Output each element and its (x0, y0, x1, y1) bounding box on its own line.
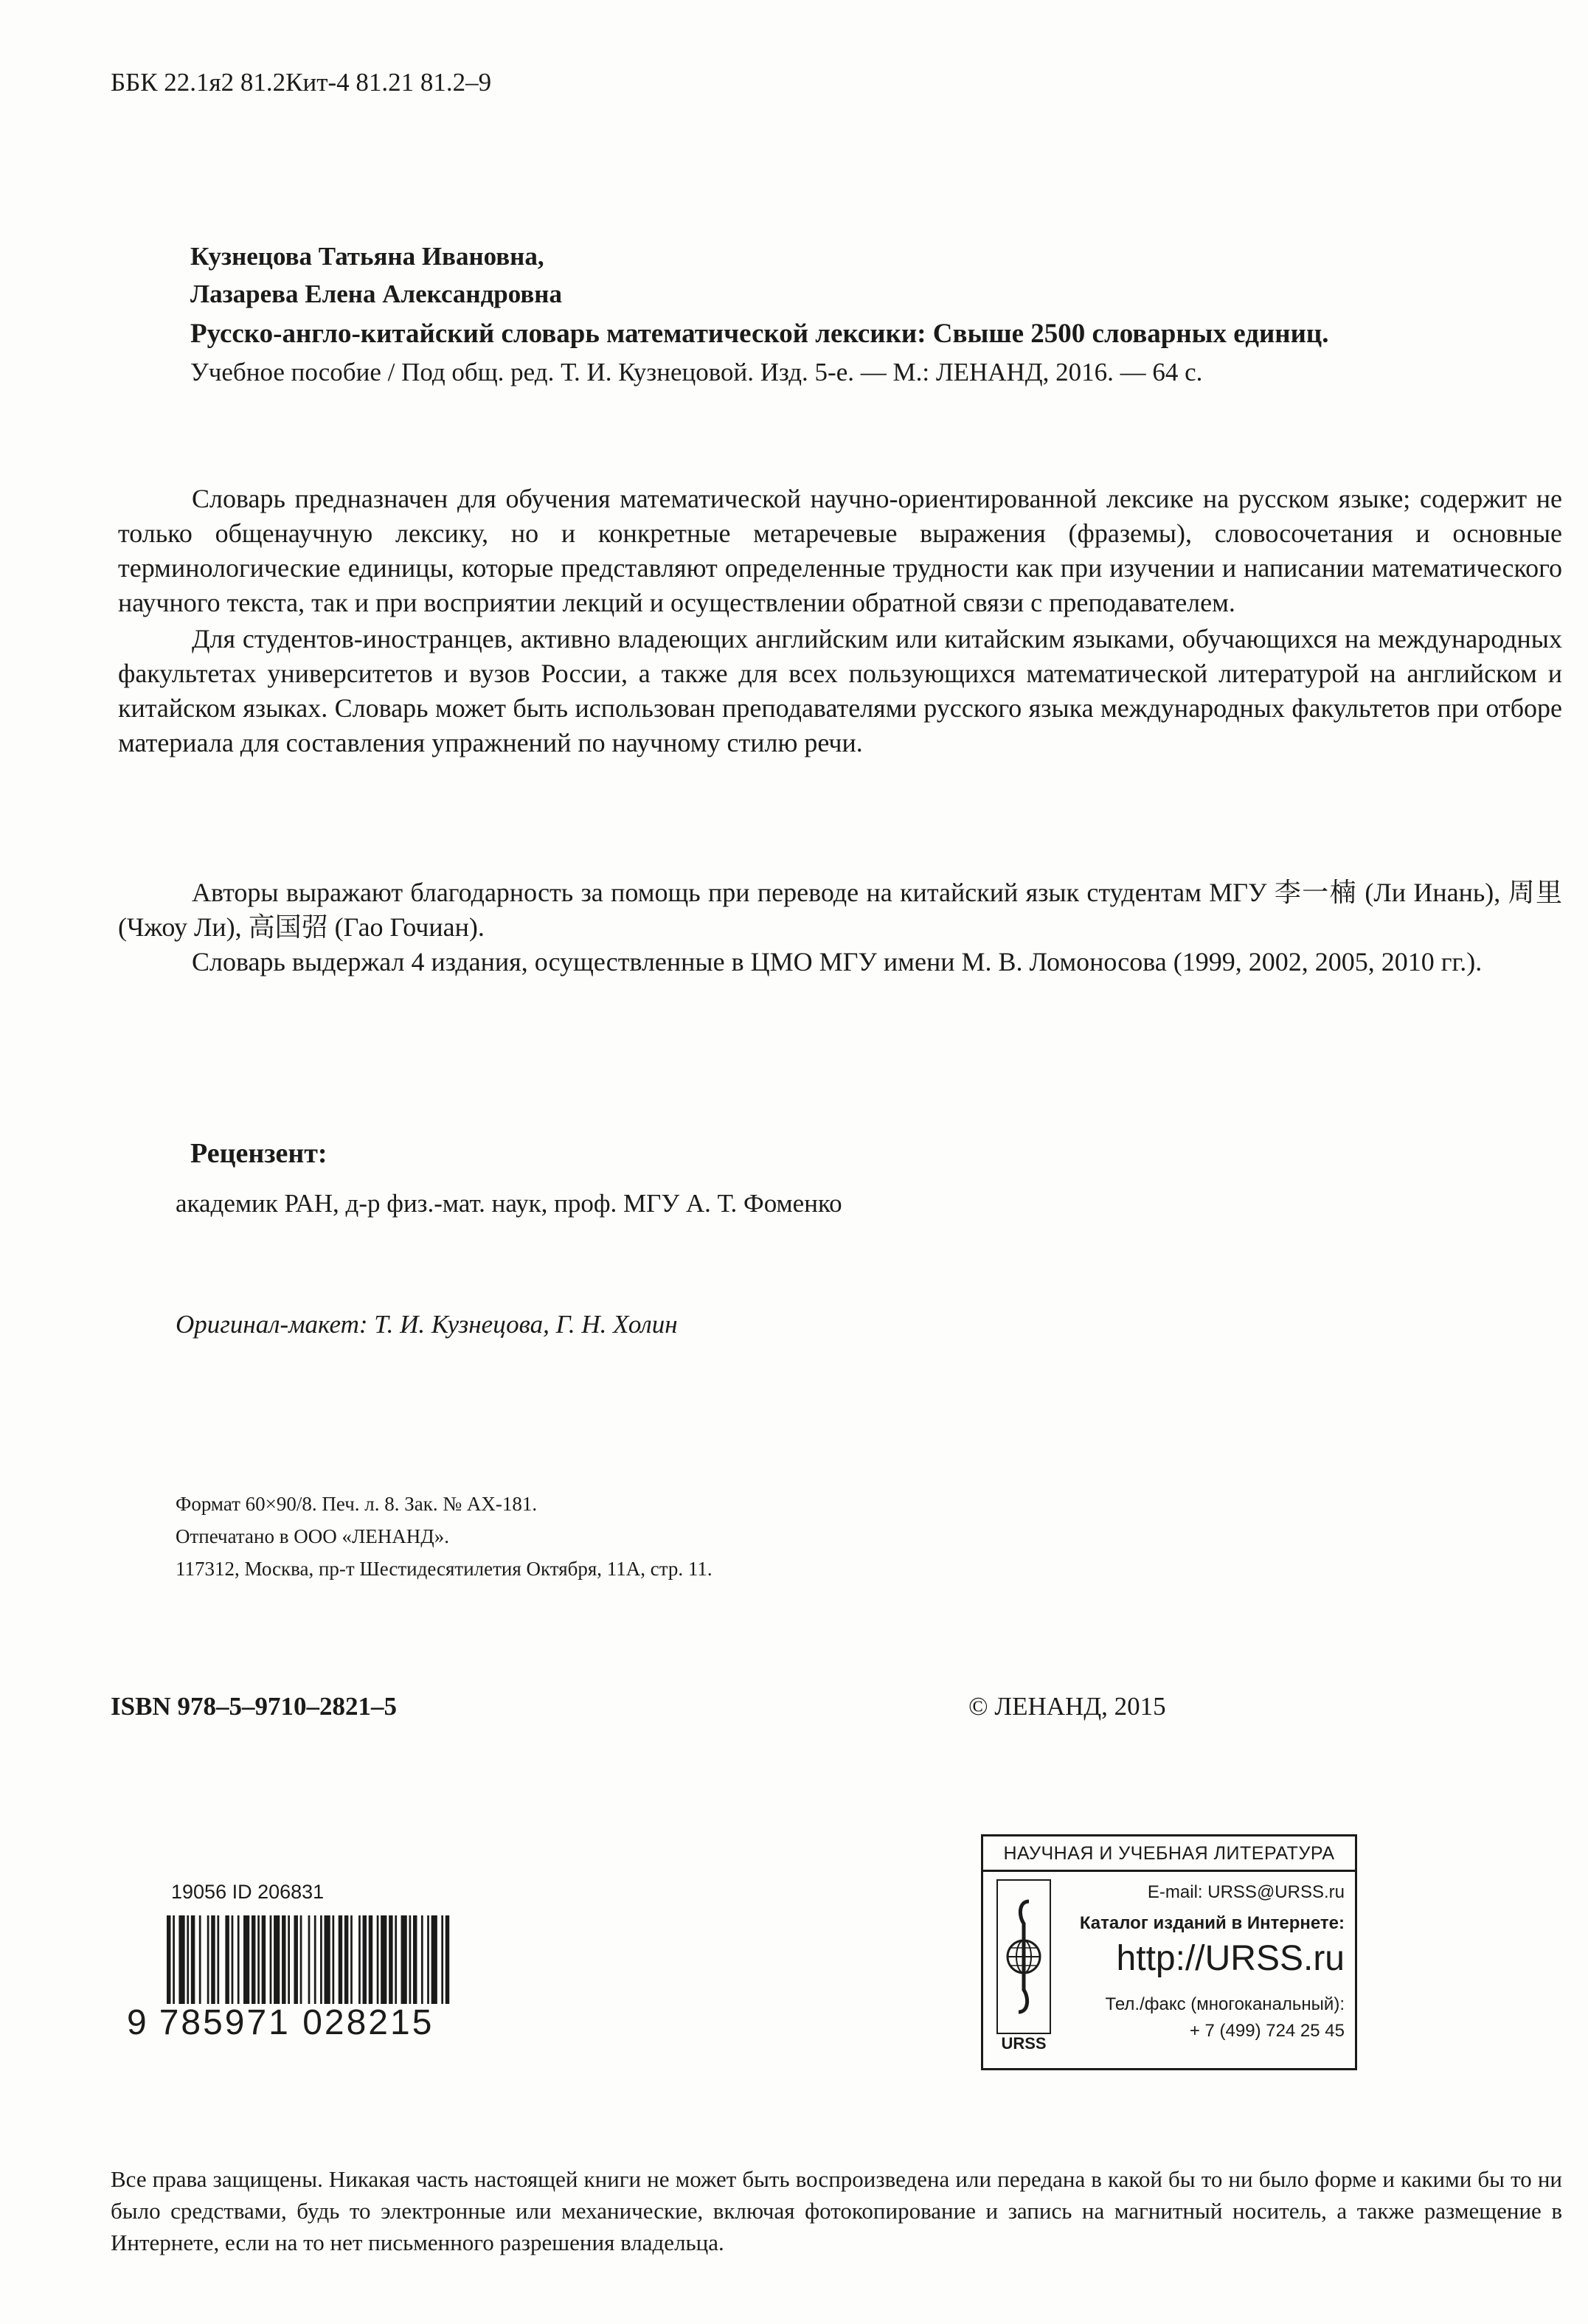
barcode-bar (207, 1915, 209, 2004)
barcode-bar (431, 1915, 437, 2004)
barcode-bar (421, 1915, 423, 2004)
barcode-first-digit: 9 (127, 2003, 149, 2042)
barcode-id: 19056 ID 206831 (171, 1881, 325, 1903)
barcode-bar (294, 1915, 297, 2004)
barcode-bar (325, 1915, 330, 2004)
annotation-paragraph: Для студентов-иностранцев, активно владеющих английским или китайским языками, обучающихся на международных факультетах университетов и вузов России, а также для всех пользующихся математической литературой на английском и китайском языках. Словарь может быть использован преподавателями русского языка международных факультетов при отборе материала для составления упражнений по научному стилю речи. (118, 624, 1562, 757)
publisher-logo-label: URSS (1001, 2034, 1047, 2053)
barcode-bar (332, 1915, 334, 2004)
tech-line: Отпечатано в ООО «ЛЕНАНД». (176, 1525, 449, 1547)
barcode-bar (167, 1915, 170, 2004)
barcode-bar (211, 1915, 215, 2004)
barcode-bar (262, 1915, 266, 2004)
barcode-bar (308, 1915, 311, 2004)
acknowledgements (118, 875, 1562, 979)
barcode-bar (257, 1915, 260, 2004)
barcode-bar (350, 1915, 353, 2004)
barcode-bar (314, 1915, 316, 2004)
annotation-paragraph: Словарь предназначен для обучения математической научно-ориентированной лексике на русском языке; содержит не только общенаучную лексику, но и конкретные метаречевые выражения (фраземы), словосочетания и основные терминологические единицы, которые представляют определенные трудности как при изучении и написании математического научного текста, так и при восприятии лекций и осуществлении обратной связи с преподавателем. (118, 484, 1562, 617)
reviewer-text: академик РАН, д-р физ.-мат. наук, проф. МГУ А. Т. Фоменко (176, 1189, 842, 1218)
barcode-bar (282, 1915, 285, 2004)
barcode-bar (401, 1915, 407, 2004)
edition-history-paragraph: Словарь выдержал 4 издания, осуществленные в ЦМО МГУ имени М. В. Ломоносова (1999, 2002, 2005, 2010 гг.). (192, 947, 1483, 977)
barcode-bar (413, 1915, 417, 2004)
barcode-bar (178, 1915, 184, 2004)
barcode-bar (187, 1915, 189, 2004)
barcode-number (127, 2002, 434, 2043)
layout-credit: Оригинал-макет: Т. И. Кузнецова, Г. Н. Холин (176, 1310, 678, 1339)
barcode-bar (381, 1915, 386, 2004)
barcode-bar (441, 1915, 443, 2004)
tech-line: 117312, Москва, пр-т Шестидесятилетия Октября, 11А, стр. 11. (176, 1558, 712, 1580)
barcode-bar (344, 1915, 348, 2004)
barcode-image (167, 1915, 451, 2004)
barcode-digits: 785971 028215 (159, 2003, 434, 2042)
book-title: Русско-англо-китайский словарь математической лексики: Свыше 2500 словарных единиц. (190, 319, 1329, 349)
book-imprint: Учебное пособие / Под общ. ред. Т. И. Кузнецовой. Изд. 5-е. — М.: ЛЕНАНД, 2016. — 64 с. (190, 358, 1203, 386)
publisher-box (981, 1834, 1357, 2070)
tech-line: Формат 60×90/8. Печ. л. 8. Зак. № АХ-181. (176, 1493, 538, 1515)
barcode-bar (232, 1915, 234, 2004)
legal-notice: Все права защищены. Никакая часть настоящей книги не может быть воспроизведена или передана в какой бы то ни было форме и какими бы то ни было средствами, будь то электронные или механические, включая фотокопирование и запись на магнитный носитель, а также размещение в Интернете, если на то нет письменного разрешения владельца. (111, 2166, 1562, 2255)
annotation (118, 482, 1562, 762)
barcode-bar (363, 1915, 367, 2004)
barcode-bar (369, 1915, 372, 2004)
author-name: Кузнецова Татьяна Ивановна, (190, 242, 544, 271)
reviewer-heading: Рецензент: (190, 1138, 327, 1169)
author-name: Лазарева Елена Александровна (190, 280, 562, 308)
barcode-bar (243, 1915, 249, 2004)
barcode-bar (389, 1915, 392, 2004)
barcode-bar (395, 1915, 397, 2004)
publisher-phone: + 7 (499) 724 25 45 (1189, 2021, 1345, 2041)
barcode-bar (199, 1915, 201, 2004)
barcode-bar (445, 1915, 449, 2004)
publisher-email[interactable]: E-mail: URSS@URSS.ru (1147, 1882, 1345, 1902)
isbn: ISBN 978–5–9710–2821–5 (111, 1692, 397, 1721)
barcode-bar (217, 1915, 219, 2004)
barcode-bar (427, 1915, 429, 2004)
barcode-bar (409, 1915, 412, 2004)
bbk-classification: ББК 22.1я2 81.2Кит-4 81.21 81.2–9 (111, 68, 492, 97)
barcode-bar (191, 1915, 195, 2004)
barcode-bar (339, 1915, 342, 2004)
publisher-url[interactable]: http://URSS.ru (1116, 1939, 1345, 1978)
barcode-bar (225, 1915, 229, 2004)
barcode-bar (274, 1915, 280, 2004)
acknowledgement-paragraph: Авторы выражают благодарность за помощь при переводе на китайский язык студентам МГУ 李一楠 (Ли Инань), 周里 (Чжоу Ли), 高国弨 (Гао Гочиан). (118, 878, 1562, 942)
publisher-catalog-label: Каталог изданий в Интернете: (1079, 1913, 1345, 1933)
barcode-bar (377, 1915, 379, 2004)
author-names (190, 237, 562, 313)
barcode-bar (320, 1915, 322, 2004)
barcode-bar (358, 1915, 361, 2004)
publisher-box-header: НАУЧНАЯ И УЧЕБНАЯ ЛИТЕРАТУРА (983, 1836, 1355, 1872)
barcode-bar (173, 1915, 175, 2004)
barcode-bar (300, 1915, 302, 2004)
copyright: © ЛЕНАНД, 2015 (968, 1692, 1166, 1721)
print-tech-info (176, 1488, 712, 1585)
urss-globe-icon (996, 1879, 1051, 2056)
barcode-bar (270, 1915, 272, 2004)
barcode-bar (237, 1915, 240, 2004)
barcode-bar (288, 1915, 290, 2004)
barcode-bar (252, 1915, 255, 2004)
publisher-phone-label: Тел./факс (многоканальный): (1105, 1994, 1345, 2014)
